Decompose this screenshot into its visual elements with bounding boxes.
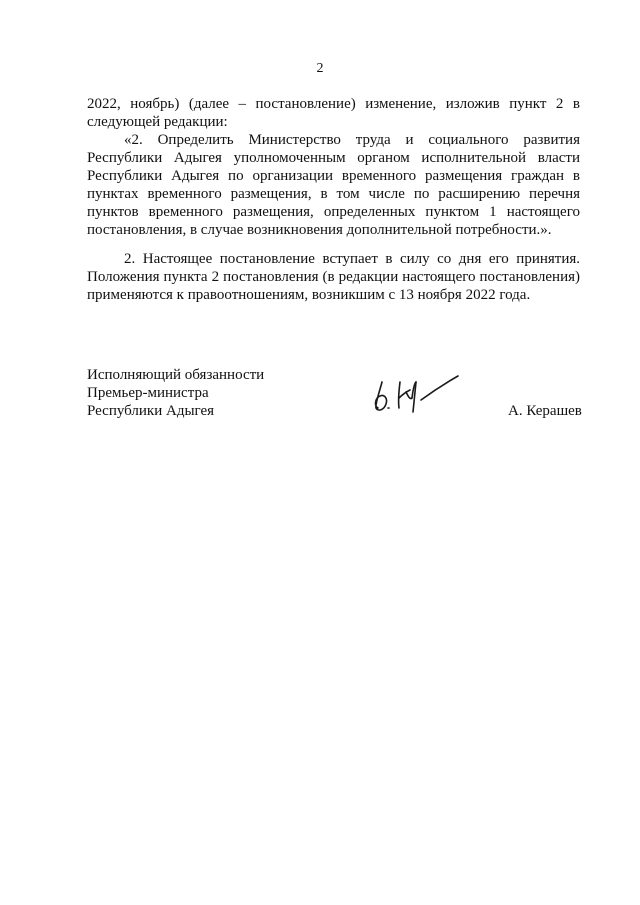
signer-position-line3: Республики Адыгея xyxy=(87,403,215,419)
page-number: 2 xyxy=(316,61,324,76)
signer-name: А. Керашев xyxy=(508,403,582,419)
paragraph-quoted-clause: «2. Определить Министерство труда и социального развития Республики Адыгея уполномоченным органом исполнительной власти Республики Адыгея по организации временного размещения граждан в пунктах временного размещения, в том числе по расширению перечня пунктов временного размещения, определенных пунктом 1 настоящего постановления, в случае возникновения дополнительной потребности.». xyxy=(87,132,580,238)
handwritten-signature xyxy=(366,368,466,428)
signer-position-line1: Исполняющий обязанности xyxy=(87,367,265,383)
signer-position-line2: Премьер-министра xyxy=(87,385,209,401)
amendment-block xyxy=(87,95,580,239)
paragraph-effective-date: 2. Настоящее постановление вступает в силу со дня его принятия. Положения пункта 2 постановления (в редакции настоящего постановления) применяются к правоотношениям, возникшим с 13 ноября 2022 года. xyxy=(87,251,580,303)
paragraph-continuation: 2022, ноябрь) (далее – постановление) изменение, изложив пункт 2 в следующей редакции: xyxy=(87,96,580,130)
signer-position xyxy=(87,366,264,420)
effective-date-block xyxy=(87,250,580,304)
